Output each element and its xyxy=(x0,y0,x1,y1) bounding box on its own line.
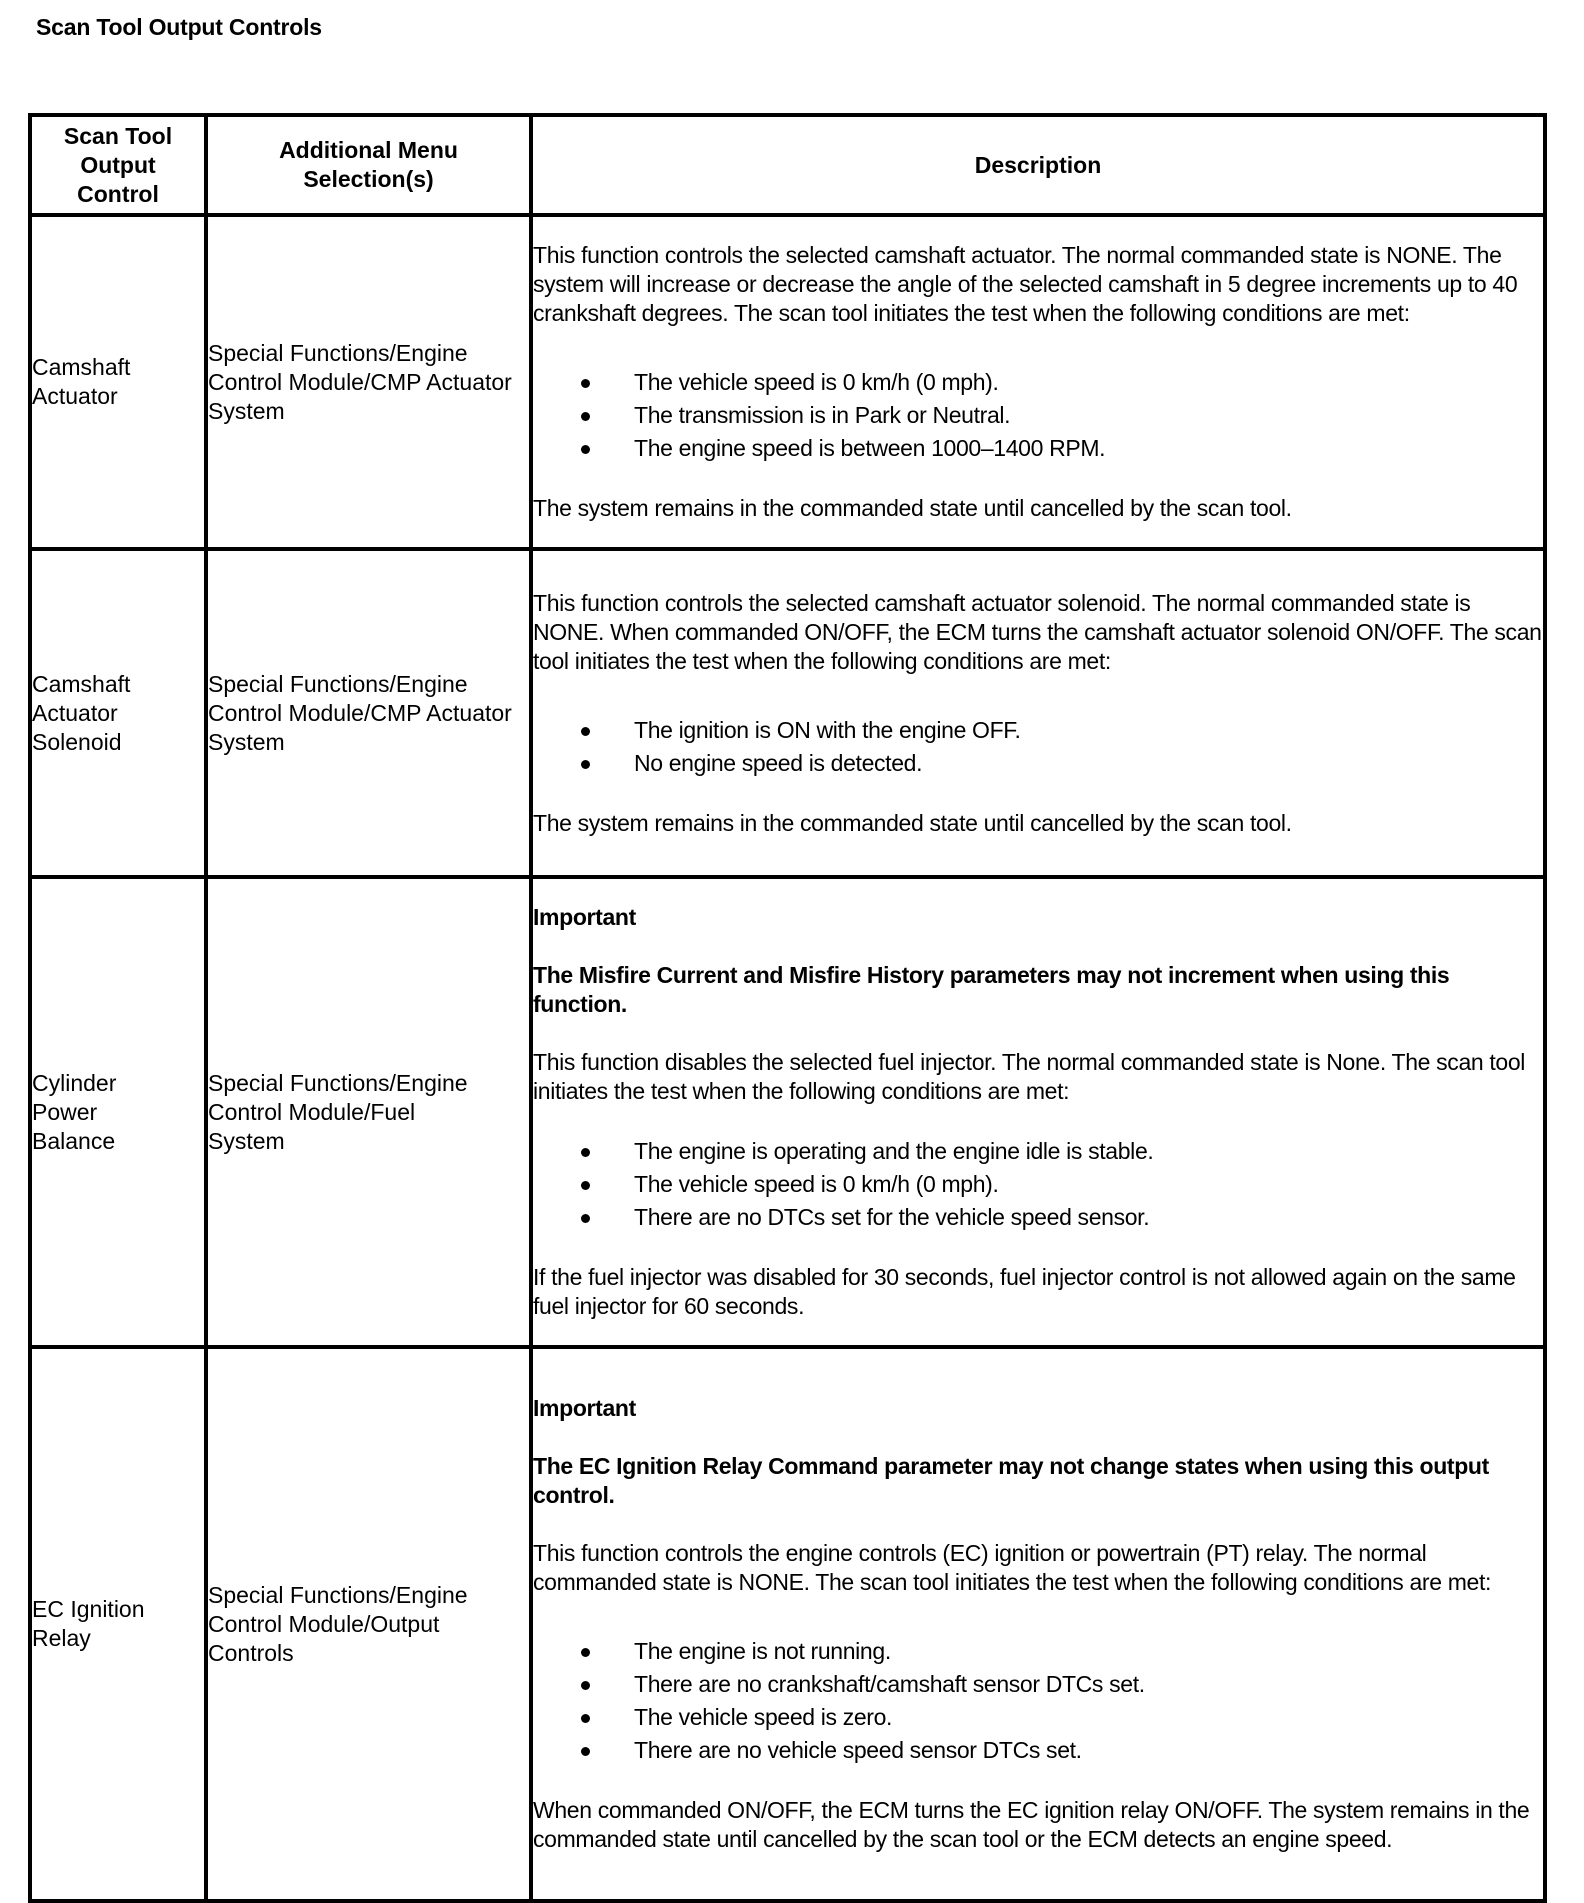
description-footer: If the fuel injector was disabled for 30 seconds, fuel injector control is not allowed again on the same fuel injector for 60 seconds. xyxy=(533,1264,1516,1319)
condition-text: The vehicle speed is 0 km/h (0 mph). xyxy=(634,369,999,395)
description-intro: This function disables the selected fuel injector. The normal commanded state is None. The scan tool initiates the test when the following conditions are met: xyxy=(533,1049,1526,1104)
condition-text: The engine is not running. xyxy=(634,1638,891,1664)
bullet-icon xyxy=(581,445,590,454)
bullet-icon xyxy=(581,412,590,421)
list-item xyxy=(533,1734,1543,1767)
list-item xyxy=(533,1668,1543,1701)
condition-text: There are no crankshaft/camshaft sensor DTCs set. xyxy=(634,1671,1145,1697)
condition-list xyxy=(533,366,1543,465)
important-label: Important xyxy=(533,904,636,930)
condition-text: The ignition is ON with the engine OFF. xyxy=(634,716,1021,743)
menu-selection: Special Functions/Engine Control Module/Fuel System xyxy=(206,877,531,1347)
list-item xyxy=(533,1135,1543,1168)
table-header-row xyxy=(30,115,1545,215)
menu-selection: Special Functions/Engine Control Module/CMP Actuator System xyxy=(206,215,531,549)
bullet-icon xyxy=(581,1648,590,1657)
list-item xyxy=(533,1168,1543,1201)
condition-text: The vehicle speed is 0 km/h (0 mph). xyxy=(634,1171,999,1197)
description-cell xyxy=(531,1347,1545,1901)
condition-list xyxy=(533,1635,1543,1767)
description-cell xyxy=(531,549,1545,877)
menu-selection: Special Functions/Engine Control Module/Output Controls xyxy=(206,1347,531,1901)
output-control-name: Camshaft Actuator Solenoid xyxy=(30,549,206,877)
description-footer: When commanded ON/OFF, the ECM turns the EC ignition relay ON/OFF. The system remains in the commanded state until cancelled by the scan tool or the ECM detects an engine speed. xyxy=(533,1797,1530,1852)
important-note: The Misfire Current and Misfire History parameters may not increment when using this function. xyxy=(533,962,1450,1017)
list-item xyxy=(533,366,1543,399)
output-control-name: EC Ignition Relay xyxy=(30,1347,206,1901)
list-item xyxy=(533,432,1543,465)
list-item xyxy=(533,1701,1543,1734)
condition-text: No engine speed is detected. xyxy=(634,749,923,776)
header-description: Description xyxy=(531,115,1545,215)
output-control-name: Camshaft Actuator xyxy=(30,215,206,549)
description-intro: This function controls the selected camshaft actuator solenoid. The normal commanded state is NONE. When commanded ON/OFF, the ECM turns the camshaft actuator solenoid ON/OFF. The scan tool initiates the test when the following conditions are met: xyxy=(533,589,1542,674)
condition-list xyxy=(533,714,1543,780)
page-title: Scan Tool Output Controls xyxy=(36,14,322,40)
description-footer: The system remains in the commanded state until cancelled by the scan tool. xyxy=(533,495,1292,521)
header-output-control: Scan Tool Output Control xyxy=(30,115,206,215)
description-cell xyxy=(531,877,1545,1347)
bullet-icon xyxy=(581,1681,590,1690)
important-label: Important xyxy=(533,1395,636,1421)
condition-text: The transmission is in Park or Neutral. xyxy=(634,402,1011,428)
description-intro: This function controls the engine controls (EC) ignition or powertrain (PT) relay. The normal commanded state is NONE. The scan tool initiates the test when the following conditions are met: xyxy=(533,1540,1492,1595)
bullet-icon xyxy=(581,1148,590,1157)
list-item xyxy=(533,399,1543,432)
condition-text: The vehicle speed is zero. xyxy=(634,1704,893,1730)
bullet-icon xyxy=(581,760,590,769)
condition-text: There are no DTCs set for the vehicle speed sensor. xyxy=(634,1204,1150,1230)
bullet-icon xyxy=(581,1747,590,1756)
list-item xyxy=(533,1201,1543,1234)
output-control-name: Cylinder Power Balance xyxy=(30,877,206,1347)
list-item xyxy=(533,714,1543,747)
list-item xyxy=(533,747,1543,780)
description-footer: The system remains in the commanded state until cancelled by the scan tool. xyxy=(533,809,1292,836)
bullet-icon xyxy=(581,379,590,388)
bullet-icon xyxy=(581,1214,590,1223)
condition-text: There are no vehicle speed sensor DTCs set. xyxy=(634,1737,1082,1763)
condition-list xyxy=(533,1135,1543,1234)
description-intro: This function controls the selected camshaft actuator. The normal commanded state is NONE. The system will increase or decrease the angle of the selected camshaft in 5 degree increments up to 40 crankshaft degrees. The scan tool initiates the test when the following conditions are met: xyxy=(533,242,1518,326)
table-row xyxy=(30,1347,1545,1901)
menu-selection: Special Functions/Engine Control Module/CMP Actuator System xyxy=(206,549,531,877)
list-item xyxy=(533,1635,1543,1668)
output-controls-table xyxy=(28,113,1547,1903)
table-row xyxy=(30,215,1545,549)
condition-text: The engine is operating and the engine idle is stable. xyxy=(634,1138,1154,1164)
description-cell xyxy=(531,215,1545,549)
table-row xyxy=(30,877,1545,1347)
bullet-icon xyxy=(581,1181,590,1190)
important-note: The EC Ignition Relay Command parameter may not change states when using this output control. xyxy=(533,1453,1489,1508)
bullet-icon xyxy=(581,727,590,736)
bullet-icon xyxy=(581,1714,590,1723)
table-row xyxy=(30,549,1545,877)
condition-text: The engine speed is between 1000–1400 RPM. xyxy=(634,435,1106,461)
header-menu-selection: Additional Menu Selection(s) xyxy=(206,115,531,215)
